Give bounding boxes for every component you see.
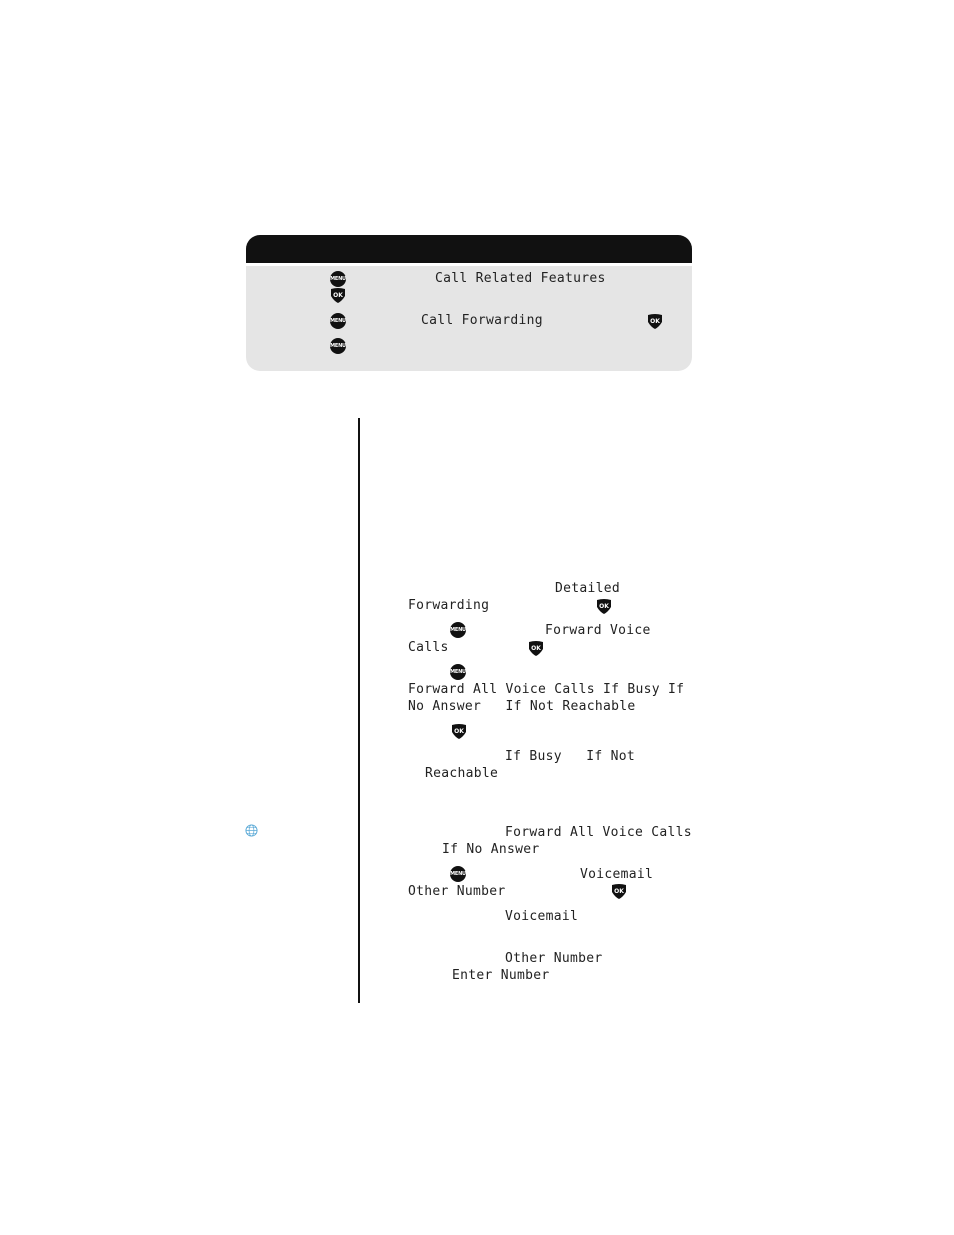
svg-text:OK: OK xyxy=(333,292,343,299)
step-text: Reachable xyxy=(425,766,499,781)
header-divider xyxy=(246,263,692,266)
step-text: Forward All Voice Calls xyxy=(505,825,692,840)
ok-key-icon xyxy=(611,883,627,899)
menu-key-icon: MENU xyxy=(330,271,346,287)
step-text: Voicemail xyxy=(580,867,654,882)
svg-text:OK: OK xyxy=(531,645,541,652)
instruction-box xyxy=(246,235,692,371)
step-text: No Answer If Not Reachable xyxy=(408,699,636,714)
ok-key-icon xyxy=(647,313,663,329)
column-divider xyxy=(358,418,360,1003)
step-text: If Busy If Not xyxy=(505,749,636,764)
step-text: Detailed xyxy=(555,581,621,596)
step-text: Voicemail xyxy=(505,909,579,924)
ok-key-icon xyxy=(596,598,612,614)
ok-key-icon xyxy=(528,640,544,656)
svg-text:OK: OK xyxy=(599,603,609,610)
globe-icon xyxy=(245,824,258,837)
step-text: Forward All Voice Calls If Busy If xyxy=(408,682,685,697)
menu-key-icon: MENU xyxy=(330,313,346,329)
step-text: Enter Number xyxy=(452,968,550,983)
step-text: Forward Voice xyxy=(545,623,651,638)
step-text: If No Answer xyxy=(442,842,540,857)
ok-key-icon xyxy=(451,723,467,739)
menu-key-icon: MENU xyxy=(450,622,466,638)
svg-text:OK: OK xyxy=(454,728,464,735)
step-text: Forwarding xyxy=(408,598,490,613)
menu-key-icon: MENU xyxy=(450,664,466,680)
ok-key-icon xyxy=(330,287,346,303)
menu-key-icon: MENU xyxy=(330,338,346,354)
step-text: Other Number xyxy=(408,884,506,899)
menu-item-call-related-features: Call Related Features xyxy=(435,271,606,286)
menu-item-call-forwarding: Call Forwarding xyxy=(421,313,543,328)
step-text: Other Number xyxy=(505,951,603,966)
step-text: Calls xyxy=(408,640,449,655)
menu-key-icon: MENU xyxy=(450,866,466,882)
svg-text:OK: OK xyxy=(650,318,660,325)
svg-text:OK: OK xyxy=(614,888,624,895)
instruction-box-header xyxy=(246,235,692,263)
